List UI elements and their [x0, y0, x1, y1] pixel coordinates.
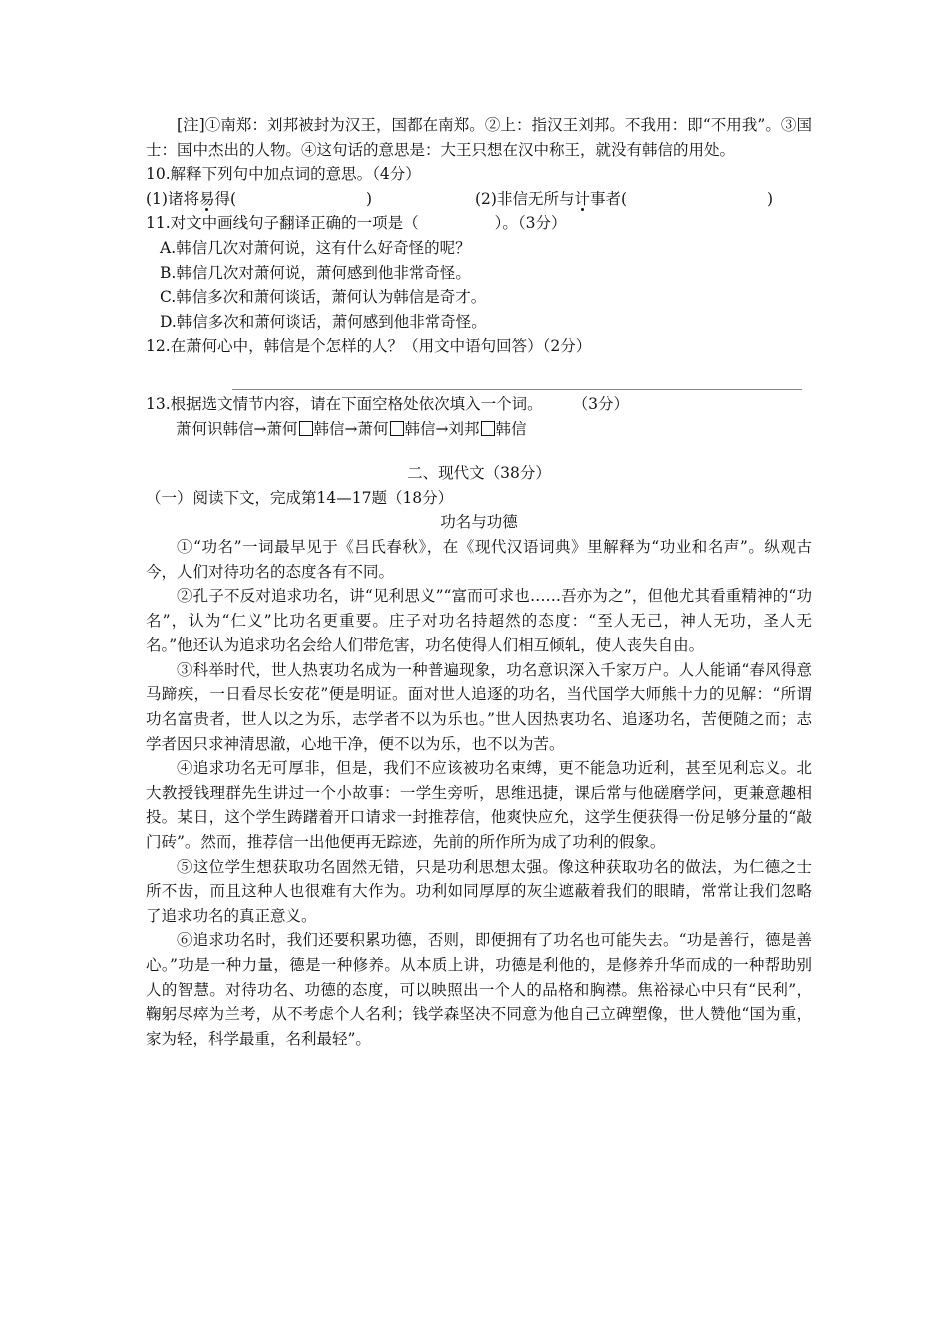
question-13-stem: 13.根据选文情节内容，请在下面空格处依次填入一个词。 （3分） [146, 394, 630, 413]
question-13-flow: 萧何识韩信→萧何 韩信→萧何 韩信→刘邦 韩信 [176, 419, 527, 438]
annotation-note: [注]①南郑：刘邦被封为汉王，国都在南郑。②上：指汉王刘邦。不我用：即“不用我”。③国士：国中杰出的人物。④这句话的意思是：大王只想在汉中称王，就没有韩信的用处。 [146, 116, 812, 159]
article-paragraph-2: ②孔子不反对追求功名，讲“见利思义”“富而可求也……吾亦为之”，但他尤其看重精神的“功名”，认为“仁义”比功名更重要。庄子对功名持超然的态度：“至人无己，神人无功，圣人无名。”他还认为追求功名会给人们带危害，功名使得人们相互倾轧，使人丧失自由。 [146, 587, 812, 655]
blank-box-2 [390, 421, 404, 436]
article-paragraph-5: ⑤这位学生想获取功名固然无错，只是功利思想太强。像这种获取功名的做法，为仁德之士所不齿，而且这种人也很难有大作为。功利如同厚厚的灰尘遮蔽着我们的眼睛，常常让我们忽略了追求功名的真正意义。 [146, 857, 812, 925]
question-10-items [146, 187, 812, 212]
article-paragraph-6: ⑥追求功名时，我们还要积累功德，否则，即便拥有了功名也可能失去。“功是善行，德是善心。”功是一种力量，德是一种修养。从本质上讲，功德是利他的，是修养升华而成的一种帮助别人的智慧。对待功名、功德的态度，可以映照出一个人的品格和胸襟。焦裕禄心中只有“民利”，鞠躬尽瘁为兰考，从不考虑个人名利；钱学森坚决不同意为他自己立碑塑像，世人赞他“国为重，家为轻，科学最重，名利最轻”。 [146, 931, 812, 1048]
question-10-item-1: (1)诸将易得( ) [146, 189, 373, 208]
page-content [146, 113, 812, 1051]
question-11-stem: 11.对文中画线句子翻译正确的一项是（ ）。（3分） [146, 214, 567, 233]
dotted-word-1: 易 [198, 189, 215, 208]
article-paragraph-4: ④追求功名无可厚非，但是，我们不应该被功名束缚，更不能急功近利，甚至见利忘义。北大教授钱理群先生讲过一个小故事：一学生旁听，思维迅捷，课后常与他磋磨学问，更兼意趣相投。某日，这个学生踌躇着开口请求一封推荐信，他爽快应允，这学生便获得一份足够分量的“敲门砖”。然而，推荐信一出他便再无踪迹，先前的所作所为成了功利的假象。 [146, 759, 812, 852]
article-title: 功名与功德 [440, 513, 518, 532]
article-paragraph-1: ①“功名”一词最早见于《吕氏春秋》，在《现代汉语词典》里解释为“功业和名声”。纵观古今，人们对待功名的态度各有不同。 [146, 537, 812, 581]
question-12-stem: 12.在萧何心中，韩信是个怎样的人？（用文中语句回答）（2分） [146, 337, 592, 356]
question-11-option-a: A.韩信几次对萧何说，这有什么好奇怪的呢？ [160, 238, 471, 257]
dotted-word-2: 计 [574, 189, 590, 208]
section-subheading: （一）阅读下文，完成第14—17题（18分） [146, 488, 454, 507]
blank-box-1 [299, 421, 313, 436]
question-10-item-2: (2)非信无所与计事者( ) [475, 189, 774, 208]
article-paragraph-3: ③科举时代，世人热衷功名成为一种普遍现象，功名意识深入千家万户。人人能诵“春风得意马蹄疾，一日看尽长安花”便是明证。面对世人追逐的功名，当代国学大师熊十力的见解：“所谓功名富贵者，世人以之为乐，志学者不以为乐也。”世人因热衷功名、追逐功名，苦便随之而；志学者因只求神清思澈，心地干净，便不以为乐，也不以为苦。 [146, 660, 812, 753]
question-11-option-d: D.韩信多次和萧何谈话，萧何感到他非常奇怪。 [160, 312, 487, 331]
section-heading: 二、现代文（38分） [407, 464, 551, 483]
question-11-option-c: C.韩信多次和萧何谈话，萧何认为韩信是奇才。 [160, 288, 487, 307]
blank-box-3 [481, 421, 495, 436]
answer-line [146, 359, 812, 392]
question-11-option-b: B.韩信几次对萧何说，萧何感到他非常奇怪。 [160, 263, 471, 282]
question-10-stem: 10.解释下列句中加点词的意思。（4分） [146, 165, 421, 184]
